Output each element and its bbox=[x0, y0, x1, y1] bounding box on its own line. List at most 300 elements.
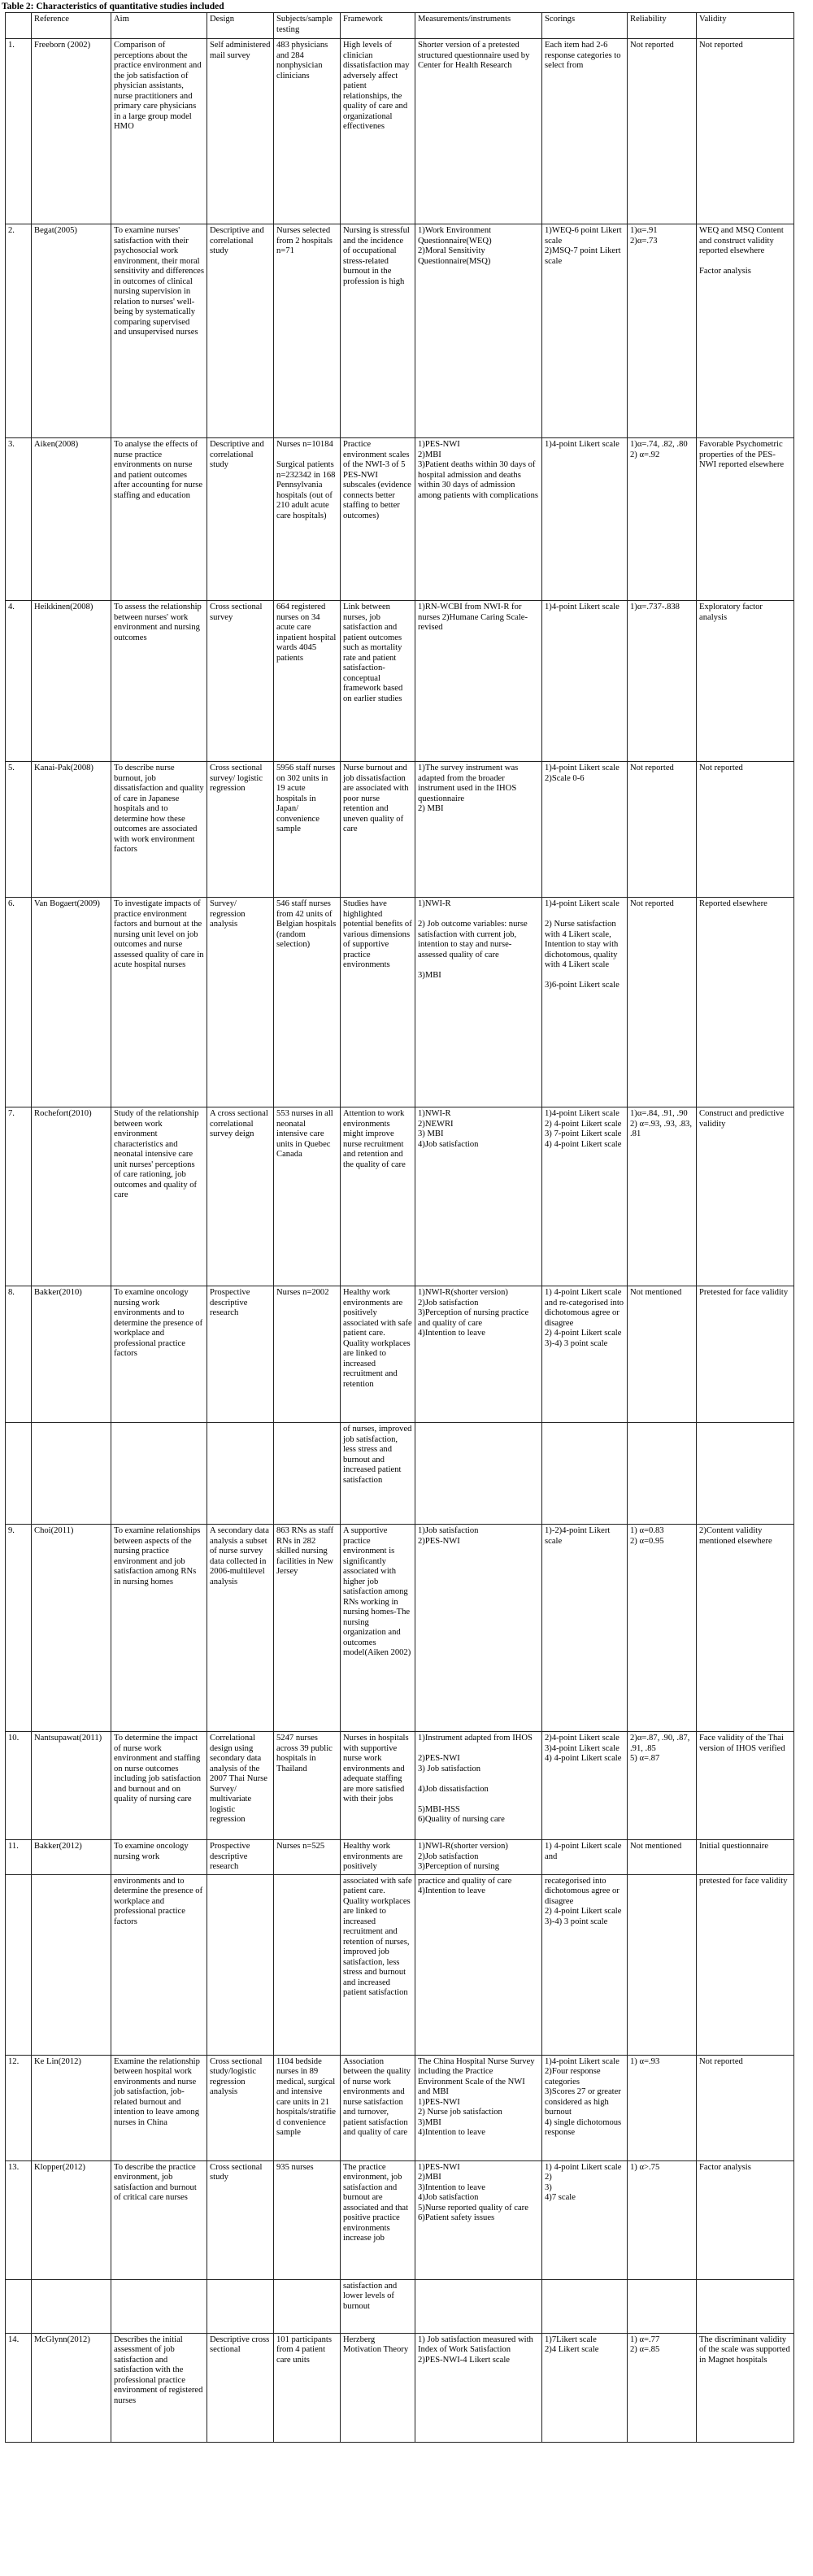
cell-text: Ke Lin(2012) bbox=[34, 2056, 81, 2066]
cell-reference bbox=[32, 2279, 111, 2333]
cell-validity bbox=[697, 1107, 794, 1286]
cell-aim bbox=[111, 2333, 207, 2442]
cell-text: Correlational design using secondary data analysis of the 2007 Thai Nurse Survey/ multivariate logistic regression bbox=[210, 1734, 268, 1824]
cell-no bbox=[6, 601, 32, 762]
cell-measurements bbox=[415, 224, 542, 438]
cell-text: 546 staff nurses from 42 units of Belgian hospitals (random selection) bbox=[276, 899, 337, 949]
table-row bbox=[6, 1732, 794, 1840]
cell-text: 1)α=.91 bbox=[630, 226, 658, 235]
cell-text: 9. bbox=[8, 1526, 15, 1535]
cell-validity bbox=[697, 1423, 794, 1525]
cell-text: 1)PES-NWI bbox=[418, 2162, 460, 2172]
cell-reference bbox=[32, 1525, 111, 1732]
table-row bbox=[6, 1874, 794, 2055]
cell-aim bbox=[111, 1874, 207, 2055]
cell-subjects bbox=[274, 1840, 341, 1875]
cell-subjects bbox=[274, 1423, 341, 1525]
cell-reliability bbox=[628, 1286, 697, 1423]
cell-text: Not reported bbox=[699, 764, 743, 772]
cell-text: 483 physicians and 284 nonphysician clinicians bbox=[276, 41, 328, 80]
cell-reliability bbox=[628, 2160, 697, 2279]
cell-text: The discriminant validity of the scale was supported in Magnet hospitals bbox=[699, 2334, 790, 2365]
cell-text: High levels of clinician dissatisfaction may adversely affect patient relationships, the quality of care and organizational effectivenes bbox=[343, 41, 410, 131]
cell-framework bbox=[341, 2333, 415, 2442]
cell-text: 4)7 scale bbox=[545, 2193, 576, 2202]
cell-text: 1)4-point Likert scale bbox=[545, 2056, 620, 2066]
cell-text: Not reported bbox=[699, 41, 743, 50]
cell-text: 3)-4) 3 point scale bbox=[545, 1338, 608, 1348]
cell-text: Kanai-Pak(2008) bbox=[34, 764, 93, 772]
cell-design bbox=[207, 224, 274, 438]
studies-table bbox=[5, 12, 794, 2443]
table-row bbox=[6, 39, 794, 224]
cell-framework bbox=[341, 1874, 415, 2055]
cell-text: Study of the relationship between work environment characteristics and neonatal intensive care unit nurses' perceptions of care rationing, job outcomes and quality of care bbox=[114, 1109, 199, 1199]
header-cell: Scorings bbox=[542, 13, 628, 39]
cell-reference bbox=[32, 224, 111, 438]
cell-text: The China Hospital Nurse Survey including the Practice Environment Scale of the NWI and MBI bbox=[418, 2056, 535, 2096]
cell-framework bbox=[341, 1286, 415, 1423]
cell-text: 6)Quality of nursing care bbox=[418, 1815, 505, 1824]
cell-text: 1)Instrument adapted from IHOS bbox=[418, 1734, 533, 1743]
cell-no bbox=[6, 2279, 32, 2333]
line-gap bbox=[276, 450, 337, 461]
cell-text: To examine oncology nursing work environments and to determine the presence of workplace and professional practice factors bbox=[114, 1288, 203, 1358]
cell-reference bbox=[32, 1874, 111, 2055]
cell-text: Nurses n=525 bbox=[276, 1842, 325, 1851]
line-gap bbox=[418, 1774, 539, 1785]
cell-aim bbox=[111, 224, 207, 438]
cell-text: 1)Work Environment Questionnaire(WEQ) bbox=[418, 226, 492, 246]
cell-aim bbox=[111, 2160, 207, 2279]
cell-text: 2) α=.85 bbox=[630, 2345, 660, 2354]
cell-validity bbox=[697, 2055, 794, 2160]
cell-text: Construct and predictive validity bbox=[699, 1109, 785, 1129]
cell-framework bbox=[341, 39, 415, 224]
cell-subjects bbox=[274, 39, 341, 224]
cell-subjects bbox=[274, 438, 341, 601]
cell-measurements bbox=[415, 2279, 542, 2333]
cell-text: Descriptive cross sectional bbox=[210, 2334, 270, 2354]
cell-no bbox=[6, 1525, 32, 1732]
cell-text: 4) single dichotomous response bbox=[545, 2117, 622, 2137]
cell-text: Nurses n=2002 bbox=[276, 1288, 329, 1297]
cell-scorings bbox=[542, 2279, 628, 2333]
table-row bbox=[6, 2333, 794, 2442]
cell-reference bbox=[32, 1423, 111, 1525]
cell-text: 2) 4-point Likert scale bbox=[545, 1907, 622, 1916]
cell-text: practice and quality of care bbox=[418, 1876, 512, 1886]
cell-measurements bbox=[415, 1423, 542, 1525]
cell-text: To assess the relationship between nurses' work environment and nursing outcomes bbox=[114, 603, 202, 642]
cell-design bbox=[207, 1107, 274, 1286]
cell-text: Studies have highlighted potential benefits of various dimensions of supportive practice environments bbox=[343, 899, 412, 969]
cell-subjects bbox=[274, 224, 341, 438]
table-row bbox=[6, 438, 794, 601]
cell-text: Herzberg Motivation Theory bbox=[343, 2334, 409, 2354]
cell-measurements bbox=[415, 39, 542, 224]
cell-text: 1)4-point Likert scale bbox=[545, 603, 620, 611]
cell-subjects bbox=[274, 2333, 341, 2442]
cell-reference bbox=[32, 1732, 111, 1840]
cell-aim bbox=[111, 2279, 207, 2333]
cell-design bbox=[207, 2333, 274, 2442]
cell-design bbox=[207, 601, 274, 762]
cell-text: 3)4-point Likert scale bbox=[545, 1743, 620, 1753]
cell-no bbox=[6, 1107, 32, 1286]
cell-text: 3) MBI bbox=[418, 1129, 444, 1138]
cell-validity bbox=[697, 1874, 794, 2055]
cell-reliability bbox=[628, 2333, 697, 2442]
cell-aim bbox=[111, 601, 207, 762]
cell-text: 1)WEQ-6 point Likert scale bbox=[545, 226, 622, 246]
cell-text: 553 nurses in all neonatal intensive care units in Quebec Canada bbox=[276, 1109, 333, 1159]
cell-text: McGlynn(2012) bbox=[34, 2334, 90, 2344]
cell-scorings bbox=[542, 438, 628, 601]
cell-subjects bbox=[274, 1107, 341, 1286]
cell-design bbox=[207, 2160, 274, 2279]
cell-validity bbox=[697, 2333, 794, 2442]
cell-text: Heikkinen(2008) bbox=[34, 603, 93, 611]
cell-design bbox=[207, 1525, 274, 1732]
header-cell: Measurements/instruments bbox=[415, 13, 542, 39]
cell-framework bbox=[341, 2160, 415, 2279]
cell-text: 1) 4-point Likert scale bbox=[545, 2162, 622, 2172]
cell-text: Examine the relationship between hospital work environments and nurse job satisfaction, job-related burnout and intention to leave among nurses in China bbox=[114, 2056, 200, 2127]
cell-text: Freeborn (2002) bbox=[34, 41, 91, 50]
cell-text: 1) α=0.83 bbox=[630, 1526, 664, 1535]
cell-text: Bakker(2012) bbox=[34, 1842, 82, 1851]
cell-text: environments and to determine the presence of workplace and professional practice factors bbox=[114, 1876, 203, 1926]
cell-design bbox=[207, 1423, 274, 1525]
cell-reference bbox=[32, 2055, 111, 2160]
cell-text: Nurses in hospitals with supportive nurse work environments and adequate staffing are more satisfied with their jobs bbox=[343, 1734, 409, 1804]
cell-validity bbox=[697, 1286, 794, 1423]
cell-aim bbox=[111, 1525, 207, 1732]
cell-text: 4)Intention to leave bbox=[418, 2128, 485, 2137]
cell-text: recategorised into dichotomous agree or disagree bbox=[545, 1876, 620, 1906]
cell-text: To describe nurse burnout, job dissatisfaction and quality of care in Japanese hospitals and to determine how these outcomes are associated with work environment factors bbox=[114, 764, 204, 854]
cell-text: 4) 4-point Likert scale bbox=[545, 1754, 622, 1763]
cell-text: 2)Scale 0-6 bbox=[545, 773, 585, 783]
cell-text: 4)Job satisfaction bbox=[418, 1139, 479, 1149]
cell-text: 1)α=.84, .91, .90 bbox=[630, 1109, 688, 1118]
cell-measurements bbox=[415, 601, 542, 762]
cell-no bbox=[6, 39, 32, 224]
cell-text: 2) 4-point Likert scale bbox=[545, 1119, 622, 1129]
cell-measurements bbox=[415, 1840, 542, 1875]
header-cell: Reference bbox=[32, 13, 111, 39]
cell-text: Initial questionnaire bbox=[699, 1842, 769, 1851]
cell-text: 2)MBI bbox=[418, 2173, 441, 2182]
cell-reference bbox=[32, 1840, 111, 1875]
cell-text: Not reported bbox=[630, 41, 674, 50]
cell-validity bbox=[697, 438, 794, 601]
cell-text: 1)NWI-R bbox=[418, 1109, 451, 1118]
cell-text: 4)Job dissatisfaction bbox=[418, 1784, 489, 1794]
cell-text: 2)NEWRI bbox=[418, 1119, 454, 1129]
cell-text: Comparison of perceptions about the practice environment and the job satisfaction of physician assistants, nurse practitioners and primary care physicians in a large group model HMO bbox=[114, 41, 202, 131]
cell-text: Each item had 2-6 response categories to select from bbox=[545, 41, 621, 70]
cell-framework bbox=[341, 1732, 415, 1840]
cell-design bbox=[207, 39, 274, 224]
cell-text: Prospective descriptive research bbox=[210, 1288, 250, 1317]
cell-text: 2) α=.93, .93, .83, .81 bbox=[630, 1119, 692, 1138]
cell-text: To describe the practice environment, job satisfaction and burnout of critical care nurses bbox=[114, 2162, 197, 2202]
cell-no bbox=[6, 1874, 32, 2055]
cell-text: Association between the quality of nurse work environments and nurse satisfaction and turnover, patient satisfaction and quality of care bbox=[343, 2056, 411, 2137]
cell-subjects bbox=[274, 2279, 341, 2333]
cell-text: 1)4-point Likert scale bbox=[545, 1109, 620, 1118]
cell-text: 3)MBI bbox=[418, 970, 441, 980]
cell-no bbox=[6, 1840, 32, 1875]
cell-reference bbox=[32, 898, 111, 1107]
cell-text: 2) α=0.95 bbox=[630, 1536, 664, 1546]
cell-text: 2) Nurse satisfaction with 4 Likert scale, Intention to stay with dichotomous, quality with 4 Likert scale bbox=[545, 920, 619, 969]
cell-text: Favorable Psychometric properties of the PES-NWI reported elsewhere bbox=[699, 440, 785, 469]
cell-text: Descriptive and correlational study bbox=[210, 226, 264, 255]
cell-text: 3)Patient deaths within 30 days of hospital admission and deaths within 30 days of admission among patients with complications bbox=[418, 460, 538, 500]
cell-reliability bbox=[628, 898, 697, 1107]
cell-text: Nantsupawat(2011) bbox=[34, 1734, 102, 1743]
cell-measurements bbox=[415, 2160, 542, 2279]
cell-no bbox=[6, 2160, 32, 2279]
cell-text: Attention to work environments might improve nurse recruitment and retention and the quality of care bbox=[343, 1109, 406, 1169]
cell-text: Nurses n=10184 bbox=[276, 440, 333, 449]
header-cell: Reliability bbox=[628, 13, 697, 39]
cell-text: 4. bbox=[8, 603, 15, 611]
line-gap bbox=[418, 910, 539, 920]
cell-text: 2) Nurse job satisfaction bbox=[418, 2108, 502, 2117]
table-body bbox=[6, 39, 794, 2443]
cell-text: 664 registered nurses on 34 acute care inpatient hospital wards 4045 patients bbox=[276, 603, 337, 663]
cell-reliability bbox=[628, 39, 697, 224]
cell-aim bbox=[111, 898, 207, 1107]
cell-validity bbox=[697, 2160, 794, 2279]
cell-text: 1) 4-point Likert scale and re-categorised into dichotomous agree or disagree bbox=[545, 1288, 624, 1328]
cell-design bbox=[207, 438, 274, 601]
cell-text: Surgical patients n=232342 in 168 Pennsylvania hospitals (out of 210 adult acute care hospitals) bbox=[276, 460, 336, 520]
header-cell: Validity bbox=[697, 13, 794, 39]
cell-text: 1)4-point Likert scale bbox=[545, 764, 620, 772]
cell-text: Prospective descriptive research bbox=[210, 1842, 250, 1871]
cell-subjects bbox=[274, 762, 341, 898]
cell-measurements bbox=[415, 1286, 542, 1423]
cell-reference bbox=[32, 1107, 111, 1286]
cell-text: 2)Job satisfaction bbox=[418, 1852, 479, 1861]
cell-text: 5247 nurses across 39 public hospitals in Thailand bbox=[276, 1734, 333, 1773]
table-row bbox=[6, 1286, 794, 1423]
cell-text: 5. bbox=[8, 764, 15, 772]
cell-scorings bbox=[542, 39, 628, 224]
cell-text: To analyse the effects of nurse practice environments on nurse and patient outcomes after accounting for nurse staffing and education bbox=[114, 440, 203, 500]
cell-text: 6)Patient safety issues bbox=[418, 2213, 495, 2222]
cell-text: The practice environment, job satisfaction and burnout are associated and that positive practice environments increase job bbox=[343, 2162, 409, 2243]
cell-reference bbox=[32, 2160, 111, 2279]
cell-aim bbox=[111, 762, 207, 898]
cell-aim bbox=[111, 39, 207, 224]
cell-text: Not mentioned bbox=[630, 1842, 682, 1851]
cell-text: 2)PES-NWI bbox=[418, 1754, 460, 1763]
cell-text: 5)Nurse reported quality of care bbox=[418, 2203, 528, 2213]
cell-text: Nursing is stressful and the incidence of occupational stress-related burnout in the profession is high bbox=[343, 226, 410, 286]
cell-reference bbox=[32, 438, 111, 601]
cell-text: 8. bbox=[8, 1288, 15, 1297]
cell-text: 5956 staff nurses on 302 units in 19 acute hospitals in Japan/ convenience sample bbox=[276, 764, 336, 833]
cell-text: 3) 7-point Likert scale bbox=[545, 1129, 622, 1138]
cell-text: Nurses selected from 2 hospitals n=71 bbox=[276, 226, 333, 255]
cell-text: To examine nurses' satisfaction with their psychosocial work environment, their moral sensitivity and differences in outcomes of clinical nursing supervision in relation to nurses' well-being by systematically comparing supervised and unsupervised nurses bbox=[114, 226, 205, 337]
cell-design bbox=[207, 898, 274, 1107]
cell-text: 2)α=.87, .90, .87, .91, .85 bbox=[630, 1734, 690, 1753]
table-row bbox=[6, 2160, 794, 2279]
cell-text: A cross sectional correlational survey deign bbox=[210, 1109, 268, 1138]
cell-text: Factor analysis bbox=[699, 2162, 751, 2172]
header-cell: Aim bbox=[111, 13, 207, 39]
cell-scorings bbox=[542, 1874, 628, 2055]
cell-text: 13. bbox=[8, 2162, 20, 2172]
cell-text: 1)NWI-R(shorter version) bbox=[418, 1288, 508, 1297]
cell-text: 1)7Likert scale bbox=[545, 2334, 597, 2344]
cell-subjects bbox=[274, 601, 341, 762]
cell-design bbox=[207, 762, 274, 898]
cell-text: To determine the impact of nurse work environment and staffing on nurse outcomes including job satisfaction and burnout and on quality of nursing care bbox=[114, 1734, 202, 1804]
cell-text: 2) α=.92 bbox=[630, 450, 660, 459]
cell-text: 2) MBI bbox=[418, 804, 444, 813]
cell-text: 2) bbox=[545, 2173, 552, 2182]
cell-design bbox=[207, 1840, 274, 1875]
cell-text: 3) Job satisfaction bbox=[418, 1764, 481, 1773]
cell-scorings bbox=[542, 1525, 628, 1732]
cell-text: 1)PES-NWI bbox=[418, 2097, 460, 2107]
cell-framework bbox=[341, 1423, 415, 1525]
cell-text: 2)4 Likert scale bbox=[545, 2345, 599, 2354]
line-gap bbox=[545, 971, 624, 981]
cell-text: Exploratory factor analysis bbox=[699, 603, 763, 622]
cell-design bbox=[207, 2055, 274, 2160]
cell-subjects bbox=[274, 1732, 341, 1840]
cell-scorings bbox=[542, 1840, 628, 1875]
cell-text: Aiken(2008) bbox=[34, 440, 79, 449]
cell-text: Pretested for face validity bbox=[699, 1288, 789, 1297]
cell-text: 6. bbox=[8, 899, 15, 908]
cell-text: 1) α=.77 bbox=[630, 2334, 660, 2344]
cell-validity bbox=[697, 39, 794, 224]
cell-text: 4)Intention to leave bbox=[418, 1329, 485, 1338]
cell-framework bbox=[341, 1107, 415, 1286]
cell-no bbox=[6, 2333, 32, 2442]
cell-text: 1)α=.74, .82, .80 bbox=[630, 440, 688, 449]
cell-text: 3)-4) 3 point scale bbox=[545, 1917, 608, 1926]
cell-measurements bbox=[415, 2055, 542, 2160]
cell-text: 3)Perception of nursing bbox=[418, 1862, 500, 1871]
table-row bbox=[6, 1840, 794, 1875]
cell-framework bbox=[341, 224, 415, 438]
table-row bbox=[6, 2279, 794, 2333]
cell-no bbox=[6, 2055, 32, 2160]
cell-scorings bbox=[542, 762, 628, 898]
cell-text: 1)RN-WCBI from NWI-R for nurses 2)Humane Caring Scale-revised bbox=[418, 603, 528, 632]
cell-scorings bbox=[542, 1423, 628, 1525]
cell-text: Rochefort(2010) bbox=[34, 1109, 92, 1118]
cell-framework bbox=[341, 1525, 415, 1732]
cell-text: Self administered mail survey bbox=[210, 41, 271, 60]
cell-text: Not reported bbox=[630, 899, 674, 908]
cell-text: Factor analysis bbox=[699, 267, 751, 276]
cell-text: Cross sectional study/logistic regression analysis bbox=[210, 2056, 263, 2096]
cell-reliability bbox=[628, 438, 697, 601]
cell-text: Not reported bbox=[630, 764, 674, 772]
cell-text: 1) α=.93 bbox=[630, 2056, 660, 2066]
cell-text: 2)Content validity mentioned elsewhere bbox=[699, 1526, 772, 1546]
cell-text: 1. bbox=[8, 41, 15, 50]
header-row bbox=[6, 13, 794, 39]
cell-reliability bbox=[628, 1732, 697, 1840]
cell-text: 101 participants from 4 patient care units bbox=[276, 2334, 332, 2365]
line-gap bbox=[418, 1744, 539, 1755]
cell-text: Practice environment scales of the NWI-3 of 5 PES-NWI subscales (evidence connects better staffing to better outcomes) bbox=[343, 440, 411, 520]
cell-no bbox=[6, 1732, 32, 1840]
cell-text: 4)Job satisfaction bbox=[418, 2193, 479, 2202]
cell-reference bbox=[32, 39, 111, 224]
cell-framework bbox=[341, 601, 415, 762]
cell-text: 4)Intention to leave bbox=[418, 1886, 485, 1895]
cell-design bbox=[207, 2279, 274, 2333]
cell-text: 2)MBI bbox=[418, 450, 441, 459]
line-gap bbox=[699, 257, 791, 268]
cell-no bbox=[6, 762, 32, 898]
cell-reference bbox=[32, 762, 111, 898]
cell-text: Describes the initial assessment of job satisfaction and satisfaction with the professional practice environment of registered nurses bbox=[114, 2334, 203, 2405]
cell-reliability bbox=[628, 1840, 697, 1875]
cell-measurements bbox=[415, 1732, 542, 1840]
cell-reference bbox=[32, 601, 111, 762]
cell-scorings bbox=[542, 2160, 628, 2279]
cell-text: Survey/ regression analysis bbox=[210, 899, 246, 929]
cell-text: 2)PES-NWI bbox=[418, 1536, 460, 1546]
cell-text: 2) 4-point Likert scale bbox=[545, 1329, 622, 1338]
cell-measurements bbox=[415, 898, 542, 1107]
cell-measurements bbox=[415, 762, 542, 898]
cell-text: Nurse burnout and job dissatisfaction are associated with poor nurse retention and uneven quality of care bbox=[343, 764, 409, 833]
cell-subjects bbox=[274, 1286, 341, 1423]
cell-text: Not reported bbox=[699, 2056, 743, 2066]
cell-text: Cross sectional survey/ logistic regression bbox=[210, 764, 263, 793]
cell-subjects bbox=[274, 2055, 341, 2160]
line-gap bbox=[418, 960, 539, 971]
cell-text: Choi(2011) bbox=[34, 1526, 74, 1535]
cell-validity bbox=[697, 1525, 794, 1732]
cell-text: 3)Perception of nursing practice and quality of care bbox=[418, 1308, 529, 1328]
cell-reliability bbox=[628, 1423, 697, 1525]
cell-text: 1104 bedside nurses in 89 medical, surgical and intensive care units in 21 hospitals/stratified convenience sample bbox=[276, 2056, 336, 2137]
cell-aim bbox=[111, 438, 207, 601]
cell-text: 3)MBI bbox=[418, 2117, 441, 2127]
cell-framework bbox=[341, 762, 415, 898]
cell-text: Reported elsewhere bbox=[699, 899, 767, 908]
cell-text: 1)NWI-R(shorter version) bbox=[418, 1842, 508, 1851]
cell-design bbox=[207, 1874, 274, 2055]
table-row bbox=[6, 224, 794, 438]
cell-text: Not mentioned bbox=[630, 1288, 682, 1297]
cell-measurements bbox=[415, 438, 542, 601]
cell-text: 1)α=.737-.838 bbox=[630, 603, 680, 611]
cell-text: 1)The survey instrument was adapted from the broader instrument used in the IHOS questionnaire bbox=[418, 764, 519, 803]
cell-framework bbox=[341, 2279, 415, 2333]
cell-validity bbox=[697, 1840, 794, 1875]
cell-subjects bbox=[274, 1874, 341, 2055]
cell-no bbox=[6, 1286, 32, 1423]
